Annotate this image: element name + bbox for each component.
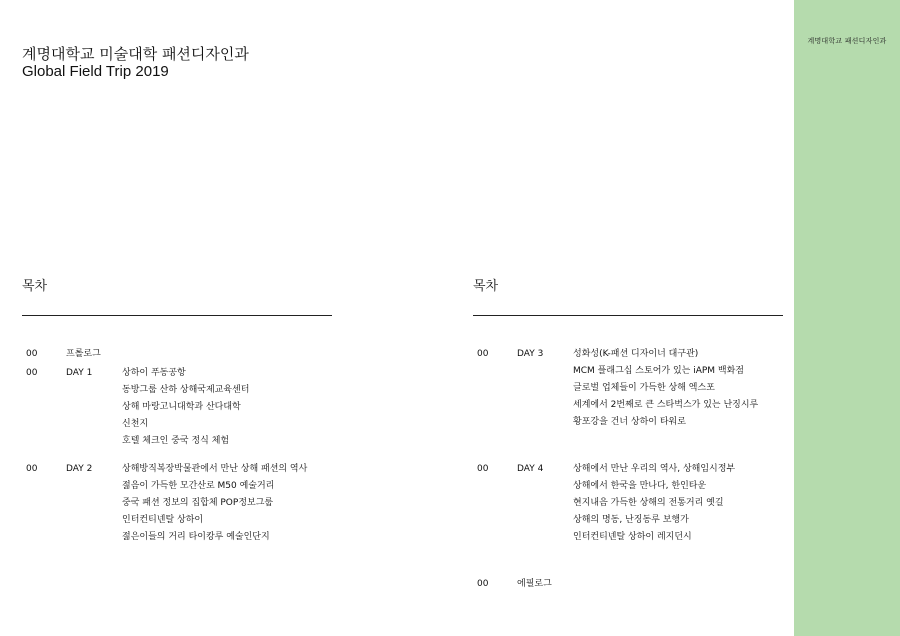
entry-number: 00 bbox=[477, 579, 489, 589]
entry-number: 00 bbox=[26, 368, 38, 378]
entry-item: 상해의 명동, 난징동루 보행가 bbox=[573, 515, 689, 525]
entry-label: DAY 4 bbox=[517, 464, 544, 474]
entry-items bbox=[122, 368, 249, 453]
toc-divider-right bbox=[473, 315, 783, 316]
entry-items bbox=[122, 464, 307, 549]
entry-item: 상해방직복장박물관에서 만난 상해 패션의 역사 bbox=[122, 464, 308, 474]
entry-number: 00 bbox=[26, 349, 38, 359]
toc-divider-left bbox=[22, 315, 332, 316]
entry-label: 프롤로그 bbox=[66, 349, 101, 359]
entry-item: 젊은이들의 거리 타이캉루 예술인단지 bbox=[122, 532, 270, 542]
toc-heading-right: 목차 bbox=[473, 279, 499, 294]
page-subtitle: Global Field Trip 2019 bbox=[22, 63, 169, 80]
entry-item: 상해에서 만난 우리의 역사, 상해임시정부 bbox=[573, 464, 736, 474]
entry-number: 00 bbox=[26, 464, 38, 474]
entry-label: 에필로그 bbox=[517, 579, 552, 589]
entry-label: DAY 1 bbox=[66, 368, 93, 378]
entry-items bbox=[573, 464, 735, 549]
sidebar bbox=[794, 0, 900, 636]
page-title: 계명대학교 미술대학 패션디자인과 bbox=[22, 45, 249, 63]
entry-item: 젊음이 가득한 모간산로 M50 예술거리 bbox=[122, 481, 275, 491]
entry-number: 00 bbox=[477, 349, 489, 359]
entry-item: 글로벌 업체들이 가득한 상해 엑스포 bbox=[573, 383, 715, 393]
entry-number: 00 bbox=[477, 464, 489, 474]
entry-item: 인터컨티넨탈 상하이 레지던시 bbox=[573, 532, 692, 542]
toc-heading-left: 목차 bbox=[22, 279, 48, 294]
entry-item: 인터컨티넨탈 상하이 bbox=[122, 515, 204, 525]
entry-items bbox=[573, 349, 758, 434]
entry-item: 동방그룹 산하 상해국제교육센터 bbox=[122, 385, 250, 395]
entry-item: 상해 마랑고니대학과 산다대학 bbox=[122, 402, 241, 412]
entry-item: 상해에서 한국을 만나다, 한인타운 bbox=[573, 481, 707, 491]
entry-item: 성화성(K-패션 디자이너 대구관) bbox=[573, 349, 699, 359]
entry-item: 호텔 체크인 중국 정식 체험 bbox=[122, 436, 230, 446]
entry-item: 신천지 bbox=[122, 419, 149, 429]
entry-item: 현지내음 가득한 상해의 전통거리 옛길 bbox=[573, 498, 724, 508]
entry-label: DAY 2 bbox=[66, 464, 93, 474]
entry-item: MCM 플래그십 스토어가 있는 iAPM 백화점 bbox=[573, 366, 744, 376]
entry-label: DAY 3 bbox=[517, 349, 544, 359]
entry-item: 황포강을 건너 상하이 타워로 bbox=[573, 417, 686, 427]
sidebar-label: 계명대학교 패션디자인과 bbox=[807, 37, 887, 45]
entry-item: 중국 패션 정보의 집합체 POP정보그룹 bbox=[122, 498, 274, 508]
entry-item: 상하이 푸동공항 bbox=[122, 368, 186, 378]
entry-item: 세계에서 2번째로 큰 스타벅스가 있는 난징시루 bbox=[573, 400, 759, 410]
